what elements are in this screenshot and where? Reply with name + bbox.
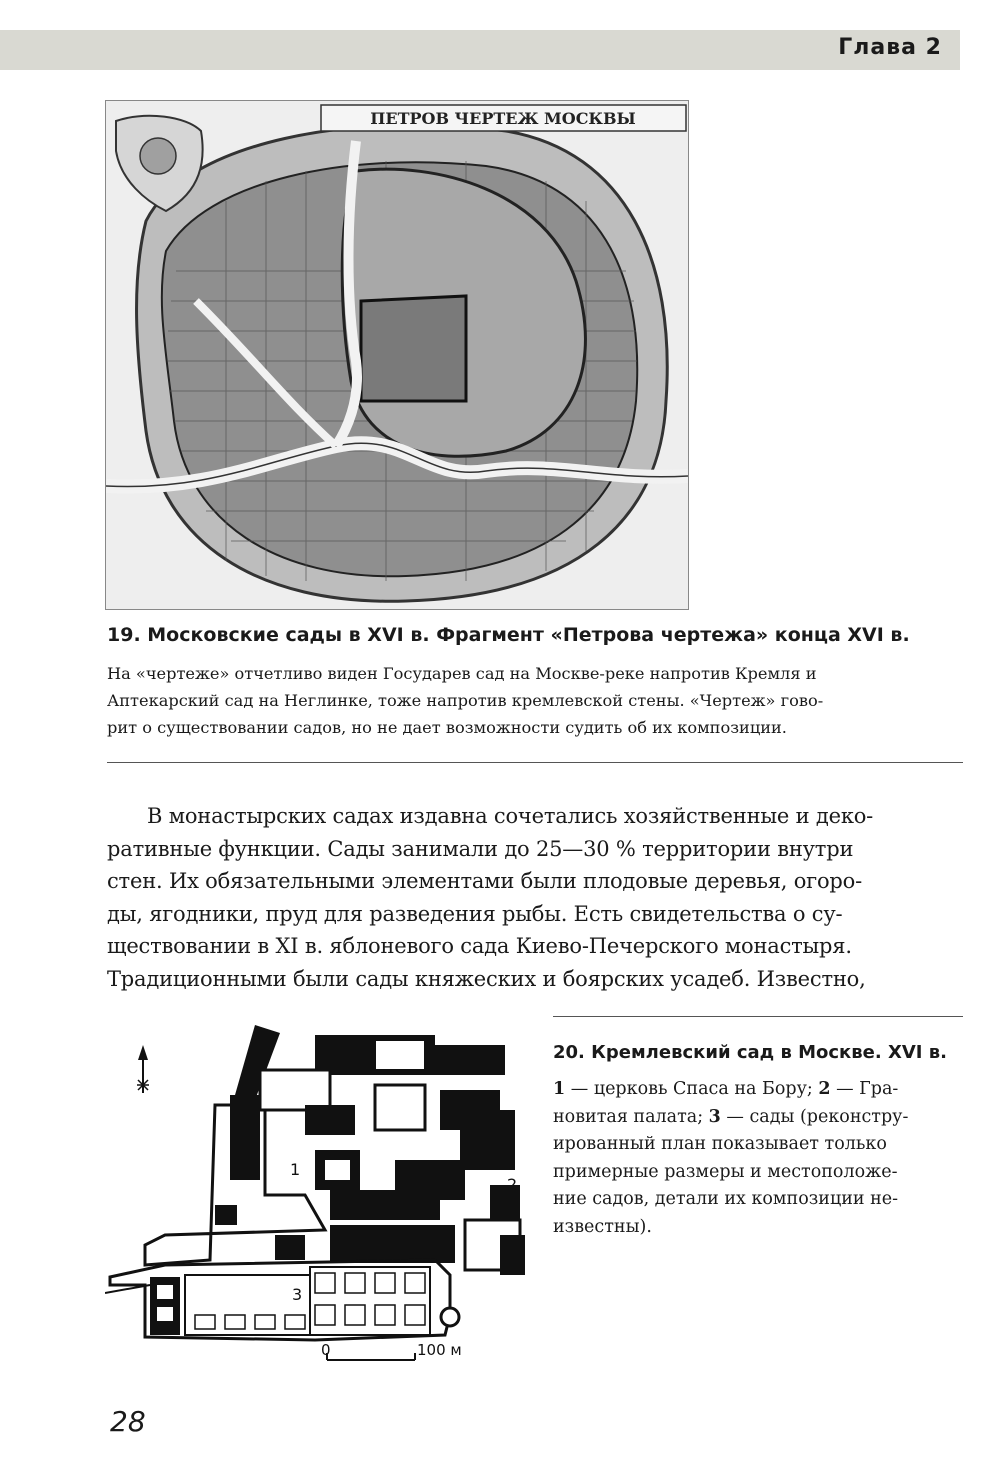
map-title-text: ПЕТРОВ ЧЕРТЕЖ МОСКВЫ — [370, 109, 636, 128]
scale-zero: 0 — [321, 1341, 331, 1359]
body-line: ды, ягодники, пруд для разведения рыбы. Есть свидетельства о су- — [107, 901, 843, 926]
body-paragraph — [107, 800, 963, 995]
plan-label-2: 2 — [507, 1175, 518, 1194]
figure-19-caption-text — [107, 660, 963, 741]
kremlin-garden-plan — [105, 1015, 535, 1375]
caption-line: рит о существовании садов, но не дает возможности судить об их композиции. — [107, 718, 787, 737]
caption-number: 1 — [553, 1079, 566, 1099]
divider-line — [107, 762, 963, 763]
caption-fragment: — сады (реконстру- — [720, 1106, 909, 1127]
caption-number: 3 — [708, 1106, 721, 1127]
body-line: ративные функции. Сады занимали до 25—30 % территории внутри — [107, 836, 854, 861]
chapter-header-bar — [0, 30, 960, 70]
scale-bar — [327, 1353, 415, 1360]
figure-19-caption-title: 19. Московские сады в XVI в. Фрагмент «Петрова чертежа» конца XVI в. — [107, 624, 910, 646]
body-line: стен. Их обязательными элементами были плодовые деревья, огоро- — [107, 869, 862, 893]
caption-line: Аптекарский сад на Неглинке, тоже напротив кремлевской стены. «Чертеж» гово- — [107, 691, 824, 710]
page-number: 28 — [110, 1405, 146, 1438]
north-arrow-icon — [137, 1045, 149, 1093]
body-line: Традиционными были сады княжеских и боярских усадеб. Известно, — [107, 966, 866, 991]
caption-line: примерные размеры и местоположе- — [553, 1161, 898, 1182]
caption-line — [553, 1076, 963, 1104]
body-line: ществовании в XI в. яблоневого сада Киево-Печерского монастыря. — [107, 934, 852, 958]
body-line: В монастырских садах издавна сочетались хозяйственные и деко- — [147, 804, 874, 828]
caption-line: На «чертеже» отчетливо виден Государев сад на Москве-реке напротив Кремля и — [107, 664, 817, 683]
caption-number: 2 — [818, 1079, 831, 1099]
divider-line — [553, 1016, 963, 1017]
scale-hundred: 100 м — [417, 1341, 462, 1359]
caption-line: известны). — [553, 1216, 652, 1237]
chapter-label: Глава 2 — [838, 35, 942, 60]
caption-line: ние садов, детали их композиции не- — [553, 1189, 899, 1209]
caption-line — [553, 1104, 963, 1132]
caption-fragment: — Гра- — [830, 1079, 899, 1099]
figure-20-plan — [105, 1015, 535, 1375]
petrov-map-illustration — [106, 101, 688, 609]
figure-20-caption-title: 20. Кремлевский сад в Москве. XVI в. — [553, 1042, 947, 1063]
plan-label-1: 1 — [290, 1160, 301, 1179]
caption-fragment: — церковь Спаса на Бору; — [565, 1079, 819, 1099]
caption-line: ированный план показывает только — [553, 1134, 887, 1154]
plan-label-3: 3 — [292, 1285, 303, 1304]
figure-20-caption-text — [553, 1076, 963, 1241]
caption-fragment: новитая палата; — [553, 1106, 709, 1127]
figure-19-map — [105, 100, 689, 610]
